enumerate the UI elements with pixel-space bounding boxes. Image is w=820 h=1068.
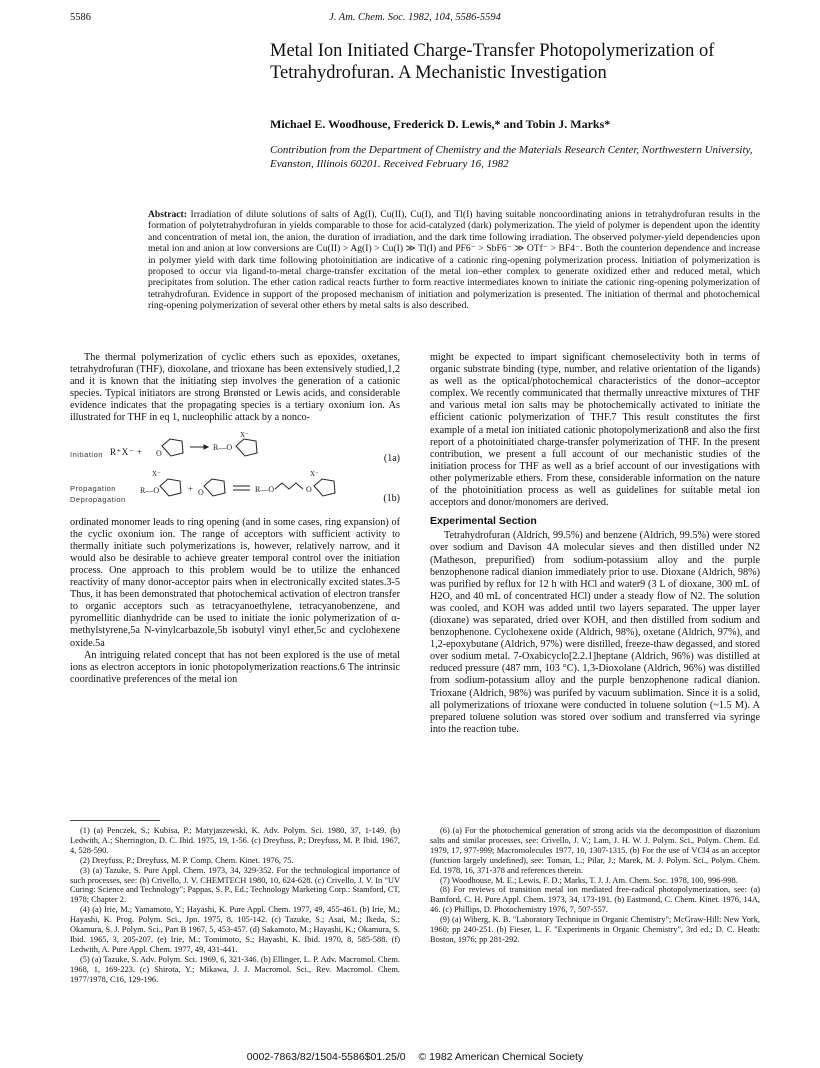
footnote: (3) (a) Tazuke, S. Pure Appl. Chem. 1973, 34, 329-352. For the technological importance of such processes, see: (b) Crivello, J. V. CHEMTECH 1980, 10, 624-628. (c) Crivello, J. V. In "UV Curing: Science and Technology"; Pappas, S. P., Ed.; Technology Marketing Corp.: Stamford, CT, 1978; Chapter 2. bbox=[70, 865, 400, 905]
body-paragraph: might be expected to impart significant chemoselectivity both in terms of organic substrate binding (type, number, and relative orientation of the ligands) as well as the optical/photochemical characteristics of the donor–acceptor complex. We recently communicated that thermally unreactive mixtures of THF and various metal ion salts may be photochemically activated to initiate the efficient cationic polymerization of THF.7 This result constitutes the first example of a metal ion initiated cationic photopolymerization8 and also the first report of a photoinitiated charge-transfer polymerization of THF. In the present contribution, we present a full account of our mechanistic studies of the initiation process for THF as well as a brief account of our investigations with other polymerizable ethers. From these, considerable information on the nature of the photoinitiation process as well as guidelines for suitable metal ion acceptors and donor/monomers are derived. bbox=[430, 352, 760, 509]
footnote: (5) (a) Tazuke, S. Adv. Polym. Sci. 1969, 6, 321-346. (b) Ellinger, L. P. Adv. Macromol. Chem. 1968, 1, 169-223. (c) Shirota, Y.; Mikawa, J. J. Macromol. Sci., Rev. Macromol. Chem. 1977/1978, C16, 129-196. bbox=[70, 954, 400, 984]
thf-ring bbox=[162, 439, 183, 456]
body-paragraph: Tetrahydrofuran (Aldrich, 99.5%) and benzene (Aldrich, 99.5%) were stored over sodium and Davison 4A molecular sieves and then distilled under N2 (Matheson, prepurified) from sodium-potassium alloy and the purple benzophenone radical dianion immediately prior to use. Dioxane (Aldrich, 98%) was purified by reflux for 12 h with HCl and water9 (3 L of dioxane, 300 mL of H2O, and 40 mL of concentrated HCl) under a steady flow of N2. The solution was cooled, and KOH was added until two layers separated. The upper layer (dioxane) was separated, dried over KOH, and then distilled from sodium and benzophenone. Cyclohexene oxide (Aldrich, 98%), oxetane (Aldrich, 97%), and 1,2-epoxybutane (Aldrich, 97%) were distilled, freeze-thaw degassed, and stored over sodium metal. 7-Oxabicyclo[2.2.1]heptane (Aldrich, 96%) was distilled at reduced pressure (487 mm, 103 °C). 1,3-Dioxolane (Aldrich, 96%) was distilled from sodium-potassium alloy and the purple benzophenone radical dianion. Trioxane (Aldrich, 98%) was purifed by vacuum sublimation. Since it is a solid, all polymerizations of trioxane were conducted in toluene solution (~1.5 M). A prepared toluene solution was stored over sodium and transferred via syringe into the reaction tube. bbox=[430, 530, 760, 735]
svg-text:R—O: R—O bbox=[140, 485, 160, 495]
footnote: (6) (a) For the photochemical generation of strong acids via the decomposition of diazonium salts and similar processes, see: Crivello, J. V.; Lam, J. H. W. J. Polym. Sci., Polym. Chem. Ed. 1979, 17, 977-999; Macromolecules 1977, 10, 1307-1315. (b) For the use of VCl4 as an acceptor (function largely undefined), see: Toman, L.; Pilar, J.; Marek, M. J. Polym. Sci., Polym. Chem. Ed. 1978, 16, 371-378 and references therein. bbox=[430, 826, 760, 875]
svg-text:+: + bbox=[188, 483, 194, 494]
equation-number-1a: (1a) bbox=[383, 452, 400, 464]
svg-text:R—O: R—O bbox=[255, 484, 275, 494]
abstract-text: Irradiation of dilute solutions of salts of Ag(I), Cu(II), Cu(I), and Tl(I) having suitable noncoordinating anions in tetrahydrofuran results in the formation of polytetrahydrofuran in yields comparable to those for acid-catalyzed (dark) polymerization. The yield of polymer is dependent upon the identity and concentration of metal ion, the anion, the duration of irradiation, and the dark time following irradiation. The observed polymer-yield dependencies upon metal ion and anion at low conversions are Cu(II) > Ag(I) > Cu(I) ≫ Tl(I) and PF6⁻ > SbF6⁻ ≫ OTf⁻ > BF4⁻. Both the counterion dependence and increase in polymer yield with dark time following photoinitiation are indicative of a cationic ring-opening polymerization process. Initiation of polymerization is proposed to occur via ligand-to-metal charge-transfer excitation of the metal ion–ether complex to generate oxidized ether and reduced metal, which precipitates from solution. The ether cation radical reacts further to form reactive intermediates known to initiate the cationic ring-opening polymerization of tetrahydrofuran. Evidence in support of the proposed mechanism of initiation and polymerization is presented. The initiation of thermal and photochemical ring-opening polymerization of several other ethers by metal salts is also described. bbox=[148, 209, 760, 312]
initiation-label: Initiation bbox=[70, 449, 103, 459]
svg-text:X⁻: X⁻ bbox=[240, 430, 249, 439]
footnotes-left bbox=[70, 826, 400, 985]
issn-code: 0002-7863/82/1504-5586$01.25/0 bbox=[246, 1051, 406, 1063]
svg-text:X⁻: X⁻ bbox=[152, 469, 161, 478]
left-column bbox=[70, 352, 400, 686]
right-column bbox=[430, 352, 760, 736]
copyright: © 1982 American Chemical Society bbox=[418, 1051, 584, 1063]
footnote: (2) Dreyfuss, P.; Dreyfuss, M. P. Comp. Chem. Kinet. 1976, 75. bbox=[80, 855, 294, 865]
depropagation-label: Depropagation bbox=[70, 494, 126, 504]
abstract bbox=[148, 209, 760, 312]
affiliation: Contribution from the Department of Chemistry and the Materials Research Center, Northwestern University, Evanston, Illinois 60201. Received February 16, 1982 bbox=[270, 144, 753, 170]
page-number: 5586 bbox=[70, 12, 91, 23]
body-paragraph: ordinated monomer leads to ring opening (and in some cases, ring expansion) of the cyclic oxonium ion. The range of acceptors with sufficient activity to thermally initiate such polymerizations is, however, relatively narrow, and it would also be desirable to achieve greater temporal control over the initiation process. One approach to this problem would be to utilize the enhanced reactivity of many donor-acceptor pairs when in electronically excited states.3-5 Thus, it has been demonstrated that photochemical activation of electron transfer to organic acceptors such as tetracyanoethylene, tetracyanobenzene, and pyromellitic dianhydride can be used to initiate the ionic polymerization of α-methylstyrene,5a N-vinylcarbazole,5b isobutyl vinyl ether,5c and cyclohexene oxide.5a bbox=[70, 516, 400, 649]
thf-structures bbox=[70, 431, 360, 511]
footnote: (8) For reviews of transition metal ion mediated free-radical photopolymerization, see: (a) Bamford, C. H. Pure Appl. Chem. 1973, 34, 173-191. (b) Eastmond, C. Chem. Kinet. 1976, 14A, 46. (c) Phillips, D. Photochemistry 1976, 7, 507-557. bbox=[430, 885, 760, 915]
propagation-label: Propagation bbox=[70, 483, 116, 493]
article-title: Metal Ion Initiated Charge-Transfer Photopolymerization of Tetrahydrofuran. A Mechanistic Investigation bbox=[270, 41, 715, 83]
footnote: (4) (a) Irie, M.; Yamamoto, Y.; Hayashi, K. Pure Appl. Chem. 1977, 49, 455-461. (b) Irie, M.; Hayashi, K. Prog. Polym. Sci., Jpn. 1975, 8, 105-142. (c) Tazuke, S.; Asai, M.; Ikeda, S.; Okamura, S. J. Polym. Sci., Part B 1967, 5, 453-457. (d) Sakamoto, M.; Hayashi, K.; Okamura, S. Ibid. 1965, 3, 205-207. (e) Irie, M.; Tomimoto, S.; Hayashi, K. Ibid. 1970, 8, 585-588. (f) Ledwith, A. Pure Appl. Chem. 1977, 49, 431-441. bbox=[70, 905, 400, 954]
svg-text:R—O: R—O bbox=[213, 442, 233, 452]
svg-text:O: O bbox=[306, 484, 312, 494]
footnote: (9) (a) Wiberg, K. B. "Laboratory Technique in Organic Chemistry"; McGraw-Hill: New York, 1960; pp 240-251. (b) Fieser, L. F. "Experiments in Organic Chemistry", 3rd ed.; D. C. Heath: Boston, 1976; pp 281-292. bbox=[430, 915, 760, 944]
journal-citation: J. Am. Chem. Soc. 1982, 104, 5586-5594 bbox=[329, 12, 501, 23]
svg-text:X⁻: X⁻ bbox=[310, 469, 319, 478]
author-list: Michael E. Woodhouse, Frederick D. Lewis,* and Tobin J. Marks* bbox=[270, 117, 611, 131]
footnotes-right bbox=[430, 826, 760, 945]
section-heading: Experimental Section bbox=[430, 515, 537, 528]
reactant-label: R⁺X⁻ + bbox=[110, 446, 143, 457]
reaction-scheme bbox=[70, 431, 400, 511]
body-paragraph: The thermal polymerization of cyclic ethers such as epoxides, oxetanes, tetrahydrofuran (THF), dioxolane, and trioxane has been extensively studied,1,2 and it is known that the initiating step involves the generation of a cationic species. Typical initiators are strong Brønsted or Lewis acids, and considerable evidence indicates that the propagating species is a tertiary oxonium ion. As illustrated for THF in eq 1, nucleophilic attack by a nonco- bbox=[70, 352, 400, 424]
running-head bbox=[70, 12, 760, 26]
abstract-label: Abstract: bbox=[148, 209, 187, 220]
page-footer bbox=[70, 1051, 760, 1063]
footnote: (1) (a) Penczek, S.; Kubisa, P.; Matyjaszewski, K. Adv. Polym. Sci. 1980, 37, 1-149. (b) Ledwith, A.; Sherrington, D. C. Ibid. 1975, 19, 1-56. (c) Dreyfuss, P.; Dreyfuss, M. P. Ibid. 1967, 4, 528-590. bbox=[70, 826, 400, 855]
svg-text:O: O bbox=[198, 487, 204, 497]
body-paragraph: An intriguing related concept that has not been explored is the use of metal ions as electron acceptors in ionic photopolymerization reactions.6 The intrinsic coordinative preferences of the metal ion bbox=[70, 649, 400, 685]
footnote-rule bbox=[70, 820, 160, 821]
svg-text:O: O bbox=[156, 448, 162, 458]
equation-number-1b: (1b) bbox=[383, 492, 400, 504]
footnote: (7) Woodhouse, M. E.; Lewis, F. D.; Marks, T. J. J. Am. Chem. Soc. 1978, 100, 996-998. bbox=[440, 875, 738, 885]
